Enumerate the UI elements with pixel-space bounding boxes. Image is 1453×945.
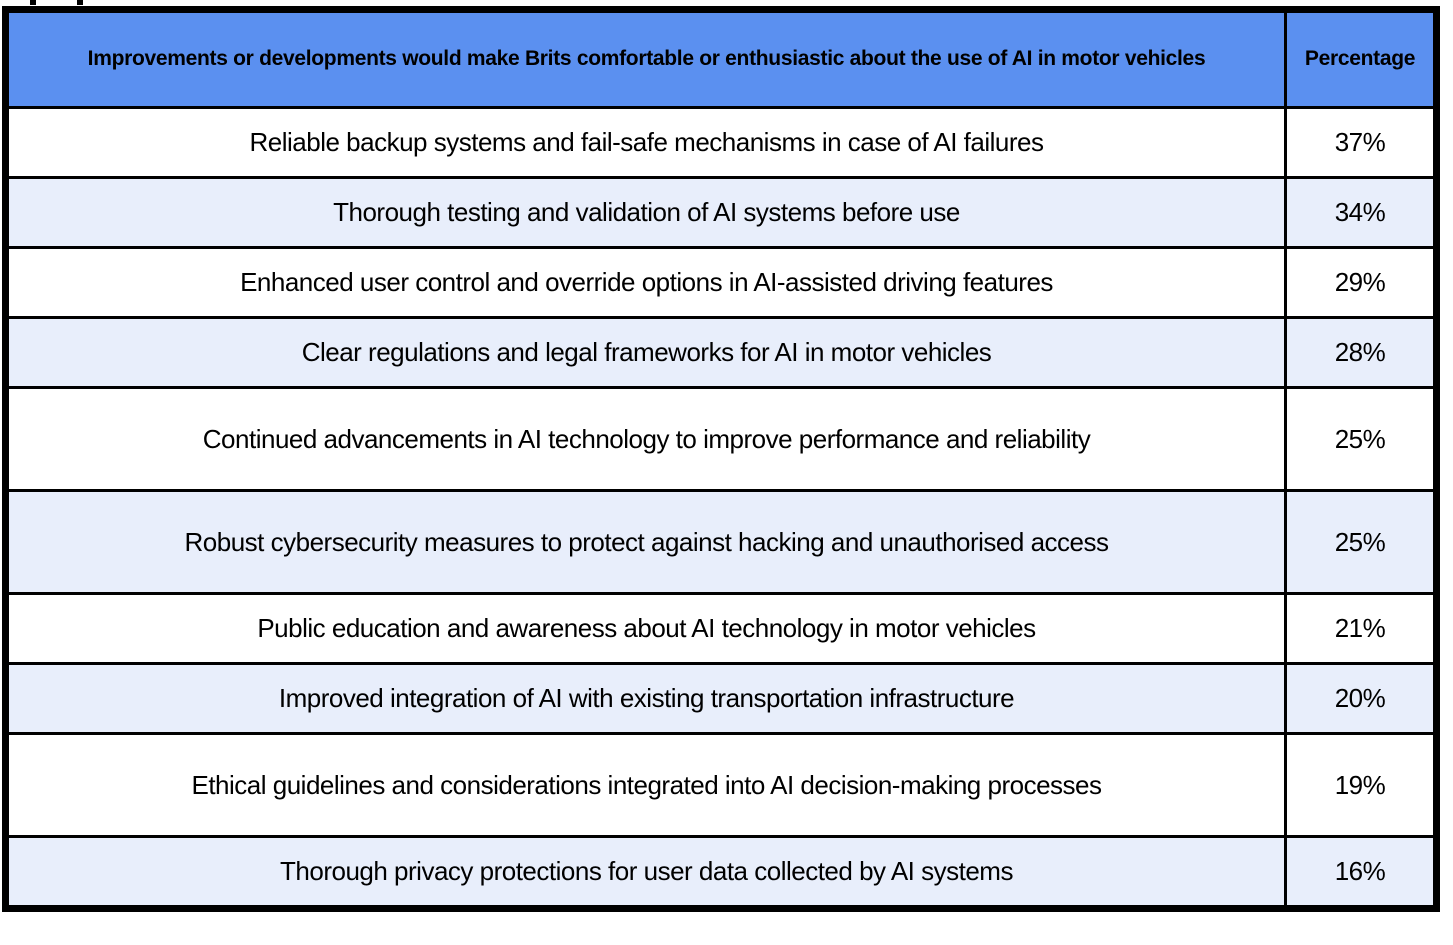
table-row (6, 248, 1437, 318)
table-header (6, 10, 1437, 108)
percentage-cell: 19% (1286, 734, 1437, 837)
percentage-cell: 37% (1286, 108, 1437, 178)
percentage-column-header: Percentage (1286, 10, 1437, 108)
percentage-cell: 28% (1286, 318, 1437, 388)
improvement-cell: Robust cybersecurity measures to protect against hacking and unauthorised access (6, 491, 1286, 594)
improvement-cell: Public education and awareness about AI technology in motor vehicles (6, 594, 1286, 664)
table-row (6, 594, 1437, 664)
percentage-cell: 20% (1286, 664, 1437, 734)
percentage-cell: 21% (1286, 594, 1437, 664)
table-body (6, 108, 1437, 909)
percentage-cell: 25% (1286, 491, 1437, 594)
table-row (6, 108, 1437, 178)
improvement-cell: Enhanced user control and override options in AI-assisted driving features (6, 248, 1286, 318)
improvements-column-header: Improvements or developments would make Brits comfortable or enthusiastic about the use of AI in motor vehicles (6, 10, 1286, 108)
table-row (6, 388, 1437, 491)
header-row (6, 10, 1437, 108)
table-row (6, 318, 1437, 388)
table-row (6, 491, 1437, 594)
table-row (6, 837, 1437, 909)
percentage-cell: 16% (1286, 837, 1437, 909)
table-row (6, 664, 1437, 734)
table-row (6, 734, 1437, 837)
cropped-text-remnant (77, 0, 83, 5)
improvement-cell: Thorough privacy protections for user data collected by AI systems (6, 837, 1286, 909)
improvement-cell: Thorough testing and validation of AI systems before use (6, 178, 1286, 248)
table-row (6, 178, 1437, 248)
improvement-cell: Continued advancements in AI technology to improve performance and reliability (6, 388, 1286, 491)
improvement-cell: Reliable backup systems and fail-safe mechanisms in case of AI failures (6, 108, 1286, 178)
percentage-cell: 25% (1286, 388, 1437, 491)
percentage-cell: 34% (1286, 178, 1437, 248)
cropped-text-remnant (30, 0, 36, 5)
survey-results-table (2, 6, 1440, 912)
improvement-cell: Clear regulations and legal frameworks for AI in motor vehicles (6, 318, 1286, 388)
percentage-cell: 29% (1286, 248, 1437, 318)
improvement-cell: Improved integration of AI with existing transportation infrastructure (6, 664, 1286, 734)
improvement-cell: Ethical guidelines and considerations integrated into AI decision-making processes (6, 734, 1286, 837)
